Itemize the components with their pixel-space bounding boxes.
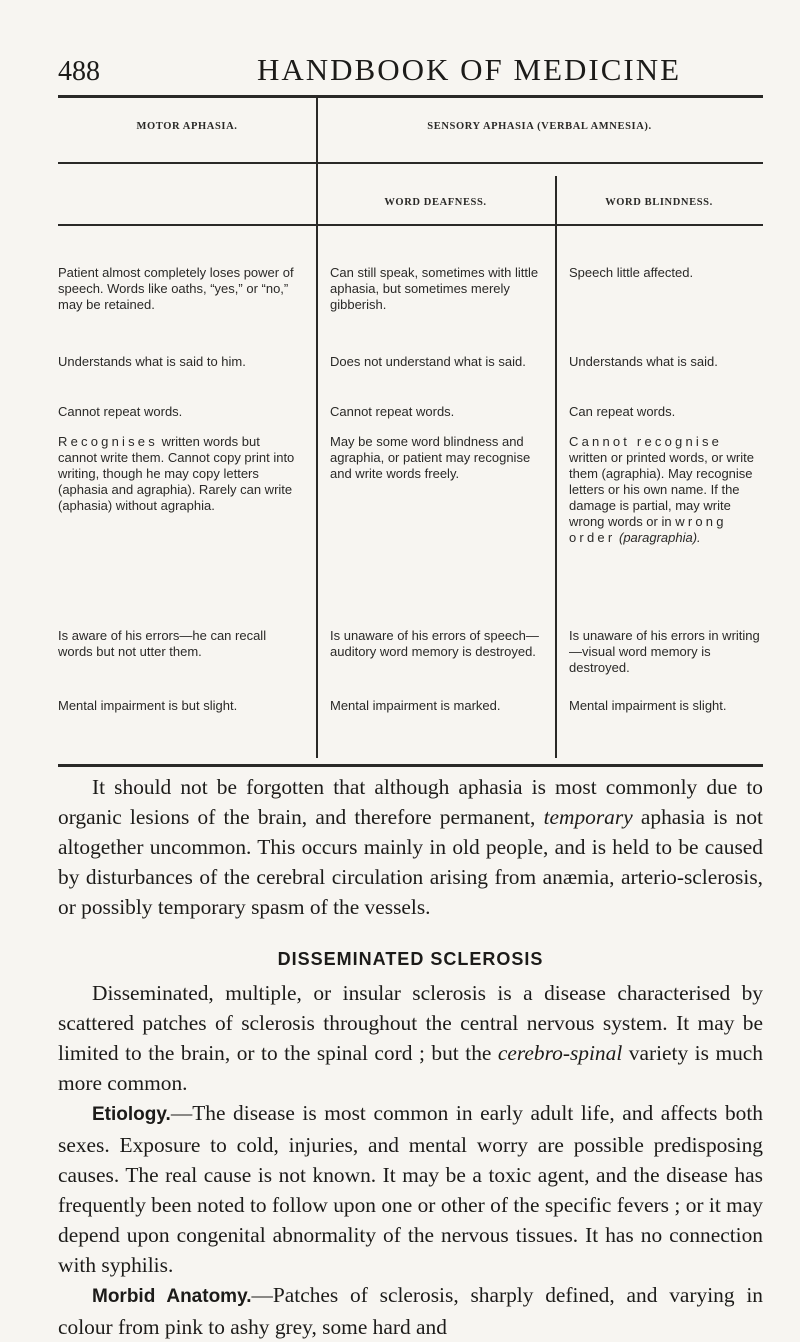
col-head-motor: MOTOR APHASIA. bbox=[136, 121, 238, 132]
row3-blindness: Can repeat words. bbox=[569, 404, 676, 419]
rule-under-sub-heads bbox=[58, 224, 763, 226]
section-title: DISSEMINATED SCLEROSIS bbox=[277, 949, 544, 969]
sub-head-word-blindness: WORD BLINDNESS. bbox=[605, 197, 713, 208]
row4-blindness-italic: (paragraphia). bbox=[618, 530, 701, 545]
para2-italic: cerebro-spinal bbox=[497, 1041, 623, 1065]
para1-text-b: aphasia is not altogether uncommon. This occurs mainly in old people, and is held to be caused by disturbances of the cerebral circulation arising from anæmia, arterio-sclerosis, or possibly temporary spasm of the vessels. bbox=[58, 805, 763, 919]
etiology-text: —The disease is most common in early adult life, and affects both sexes. Exposure to cold, injuries, and mental worry are possible predisposing causes. The real cause is not known. It may be a toxic agent, and the disease has frequently been noted to follow upon one or other of the specific fevers ; or it may depend upon congenital abnormality of the nervous tissues. It has no connection with syphilis. bbox=[58, 1101, 763, 1277]
rule-under-sensory-head bbox=[316, 162, 763, 164]
anatomy-text: —Patches of sclerosis, sharply defined, and varying in colour from pink to ashy grey, some hard and bbox=[58, 1283, 763, 1339]
para2-text-a: Disseminated, multiple, or insular sclerosis is a disease characterised by scattered patches of sclerosis throughout the central nervous system. It may be limited to the brain, or to the spinal cord ; but the bbox=[58, 981, 763, 1065]
row4-blindness-text: written or printed words, or write them (agraphia). May recognise letters or his own name. If the damage is partial, may write wrong words or in bbox=[569, 450, 754, 529]
row4-blindness-lead: Cannot recognise bbox=[569, 434, 723, 449]
row5-deafness: Is unaware of his errors of speech—auditory word memory is destroyed. bbox=[330, 628, 539, 659]
row1-motor: Patient almost completely loses power of speech. Words like oaths, “yes,” or “no,” may be retained. bbox=[58, 265, 294, 312]
row4-blindness bbox=[569, 434, 763, 546]
row4-motor-text: written words but cannot write them. Cannot copy print into writing, though he may copy letters (aphasia and agraphia). Rarely can write (aphasia) without agraphia. bbox=[58, 434, 295, 513]
row6-deafness: Mental impairment is marked. bbox=[330, 698, 501, 713]
running-head: HANDBOOK OF MEDICINE bbox=[257, 52, 682, 87]
paragraph-temporary-aphasia bbox=[58, 772, 763, 922]
col-head-sensory: SENSORY APHASIA (VERBAL AMNESIA). bbox=[427, 121, 652, 132]
row5-blindness: Is unaware of his errors in writing—visual word memory is destroyed. bbox=[569, 628, 760, 675]
row4-blindness-spaced: wrong order bbox=[569, 514, 727, 545]
page-header bbox=[0, 48, 800, 98]
divider-deaf-blind bbox=[555, 176, 557, 758]
row1-deafness: Can still speak, sometimes with little aphasia, but sometimes merely gibberish. bbox=[330, 265, 539, 312]
sub-head-word-deafness: WORD DEAFNESS. bbox=[384, 197, 487, 208]
body-text bbox=[58, 772, 763, 1342]
row2-deafness: Does not understand what is said. bbox=[330, 354, 526, 369]
para1-italic: temporary bbox=[543, 805, 633, 829]
row5-motor: Is aware of his errors—he can recall words but not utter them. bbox=[58, 628, 267, 659]
row2-blindness: Understands what is said. bbox=[569, 354, 718, 369]
table-bottom-rule bbox=[58, 764, 763, 767]
para2-text-b: variety is much more common. bbox=[58, 1041, 763, 1095]
row6-blindness: Mental impairment is slight. bbox=[569, 698, 727, 713]
row4-motor-lead: Recognises bbox=[58, 434, 158, 449]
aphasia-comparison-table bbox=[58, 98, 763, 768]
page-number: 488 bbox=[58, 56, 100, 87]
row3-motor: Cannot repeat words. bbox=[58, 404, 183, 419]
paragraph-morbid-anatomy bbox=[58, 1280, 763, 1342]
row1-blindness: Speech little affected. bbox=[569, 265, 694, 280]
paragraph-etiology bbox=[58, 1098, 763, 1280]
etiology-label: Etiology. bbox=[92, 1104, 171, 1125]
row4-motor bbox=[58, 434, 298, 514]
row6-motor: Mental impairment is but slight. bbox=[58, 698, 238, 713]
rule-under-motor-head bbox=[58, 162, 316, 164]
paragraph-definition bbox=[58, 978, 763, 1098]
row3-deafness: Cannot repeat words. bbox=[330, 404, 455, 419]
anatomy-label: Morbid Anatomy. bbox=[92, 1286, 252, 1307]
row2-motor: Understands what is said to him. bbox=[58, 354, 246, 369]
para1-text-a: It should not be forgotten that although aphasia is most commonly due to organic lesions of the brain, and therefore permanent, bbox=[58, 775, 763, 829]
row4-deafness: May be some word blindness and agraphia, or patient may recognise and write words freely. bbox=[330, 434, 531, 481]
